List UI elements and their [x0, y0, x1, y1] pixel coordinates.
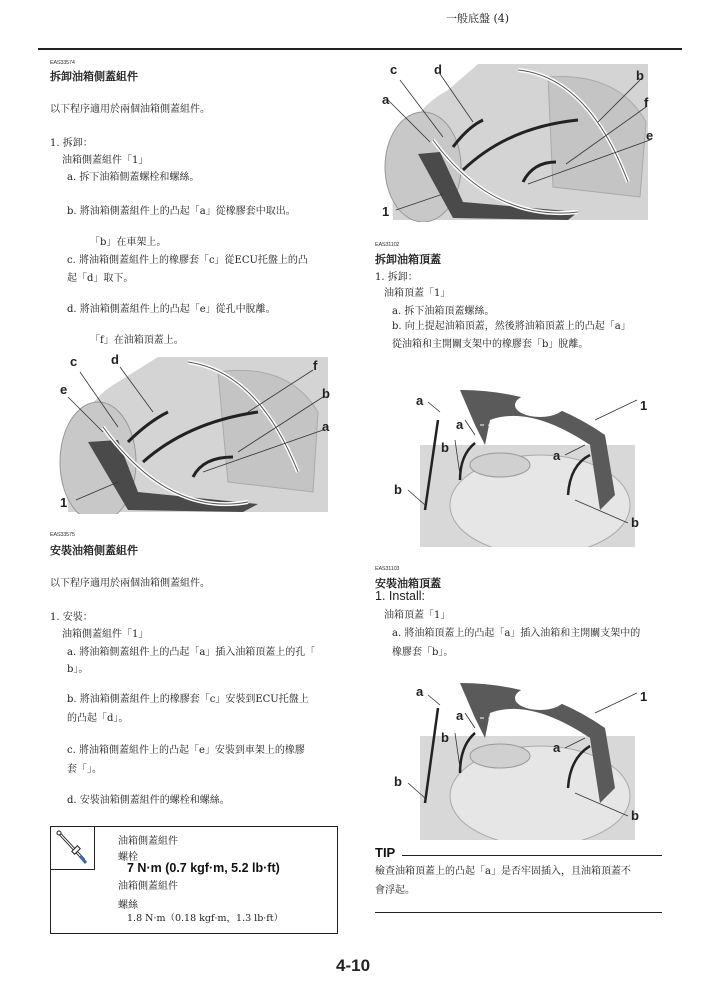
- callout-a: a: [553, 448, 561, 463]
- substep-a-line1: a. 將油箱頂蓋上的凸起「a」插入油箱和主開關支架中的: [392, 628, 641, 639]
- step-label: 1. Install:: [375, 589, 426, 603]
- callout-a: a: [416, 393, 424, 408]
- callout-a: a: [456, 417, 464, 432]
- callout-c: c: [390, 62, 398, 77]
- intro-text: 以下程序適用於兩個油箱側蓋組件。: [50, 104, 210, 115]
- fuel-tank-illustration: [390, 678, 658, 840]
- fuel-tank-illustration: [390, 385, 658, 547]
- motorcycle-illustration: [378, 62, 662, 222]
- tip-rule-bottom: [375, 912, 662, 913]
- substep-b-note: 「b」在車架上。: [90, 237, 167, 248]
- callout-b: b: [322, 386, 330, 401]
- substep-d-note: 「f」在油箱頂蓋上。: [90, 335, 184, 346]
- substep-c-line1: c. 將油箱側蓋組件上的橡膠套「c」從ECU托盤上的凸: [67, 255, 308, 266]
- callout-a: a: [456, 708, 464, 723]
- callout-d: d: [434, 62, 442, 77]
- callout-d: d: [111, 352, 119, 367]
- torque-icon-box: [50, 826, 95, 870]
- callout-1: 1: [60, 495, 68, 510]
- callout-b: b: [631, 808, 639, 823]
- callout-1: 1: [382, 204, 390, 219]
- callout-b: b: [394, 482, 402, 497]
- torque-fastener-1: 螺栓: [118, 852, 138, 863]
- substep-b-line2: 的凸起「d」。: [67, 713, 129, 724]
- callout-b: b: [394, 774, 402, 789]
- callout-a: a: [322, 419, 330, 434]
- intro-text: 以下程序適用於兩個油箱側蓋組件。: [50, 578, 210, 589]
- callout-f: f: [313, 358, 318, 373]
- callout-f: f: [644, 95, 649, 110]
- motorcycle-illustration: [58, 352, 333, 514]
- section-title: 拆卸油箱側蓋組件: [50, 70, 138, 83]
- section-code: EAS31103: [375, 566, 400, 572]
- substep-d: d. 安裝油箱側蓋組件的螺栓和螺絲。: [67, 795, 230, 806]
- callout-b: b: [636, 68, 644, 83]
- substep-c-line2: 套「」。: [67, 764, 102, 775]
- substep-a: a. 拆下油箱頂蓋螺絲。: [392, 306, 495, 317]
- substep-a-line2: 橡膠套「b」。: [392, 647, 454, 658]
- substep-c-line1: c. 將油箱側蓋組件上的凸起「e」安裝到車架上的橡膠: [67, 745, 305, 756]
- page-header-title: 一般底盤 (4): [446, 12, 510, 25]
- callout-b: b: [441, 730, 449, 745]
- callout-e: e: [60, 382, 68, 397]
- substep-d: d. 將油箱側蓋組件上的凸起「e」從孔中脫離。: [67, 304, 276, 315]
- torque-part-2: 油箱側蓋組件: [118, 881, 178, 892]
- section-code: EAS31102: [375, 242, 400, 248]
- figure-side-cover-installed: [378, 62, 662, 222]
- substep-b: b. 將油箱側蓋組件上的凸起「a」從橡膠套中取出。: [67, 206, 296, 217]
- section-code: EAS33574: [50, 60, 75, 66]
- callout-a: a: [416, 684, 424, 699]
- torque-fastener-2: 螺絲: [118, 900, 138, 911]
- substep-c-line2: 起「d」取下。: [67, 273, 134, 284]
- step-label: 1. 拆卸：: [50, 138, 93, 149]
- part-label: 油箱頂蓋「1」: [384, 288, 451, 299]
- callout-b: b: [441, 440, 449, 455]
- torque-part-1: 油箱側蓋組件: [118, 836, 178, 847]
- substep-a-line2: b」。: [67, 664, 89, 675]
- substep-b-line1: b. 向上提起油箱頂蓋，然後將油箱頂蓋上的凸起「a」: [392, 321, 631, 332]
- torque-wrench-icon: [50, 826, 94, 869]
- substep-a: a. 拆下油箱側蓋螺栓和螺絲。: [67, 172, 200, 183]
- callout-1: 1: [640, 398, 648, 413]
- section-title: 安裝油箱頂蓋: [375, 577, 441, 590]
- page-number: 4-10: [336, 956, 371, 975]
- substep-b-line1: b. 將油箱側蓋組件上的橡膠套「c」安裝到ECU托盤上: [67, 694, 309, 705]
- callout-a: a: [382, 92, 390, 107]
- step-label: 1. 拆卸：: [375, 272, 418, 283]
- section-title: 安裝油箱側蓋組件: [50, 544, 138, 557]
- tip-label: TIP: [375, 845, 396, 860]
- callout-e: e: [646, 128, 654, 143]
- callout-a: a: [553, 740, 561, 755]
- figure-top-cover-install: [390, 678, 658, 840]
- tip-text-line1: 檢查油箱頂蓋上的凸起「a」是否牢固插入，且油箱頂蓋不: [375, 866, 631, 877]
- header-divider: [38, 48, 682, 50]
- callout-b: b: [631, 515, 639, 530]
- torque-value-1: 7 N·m (0.7 kgf·m, 5.2 lb·ft): [127, 861, 280, 875]
- part-label: 油箱頂蓋「1」: [384, 610, 451, 621]
- part-label: 油箱側蓋組件「1」: [62, 155, 149, 166]
- callout-c: c: [70, 354, 78, 369]
- section-title: 拆卸油箱頂蓋: [375, 253, 441, 266]
- substep-b-line2: 從油箱和主開關支架中的橡膠套「b」脫離。: [392, 339, 589, 350]
- tip-rule-top: [402, 855, 662, 856]
- part-label: 油箱側蓋組件「1」: [62, 629, 149, 640]
- figure-side-cover-removal: [58, 352, 333, 514]
- step-label: 1. 安裝：: [50, 612, 93, 623]
- substep-a-line1: a. 將油箱側蓋組件上的凸起「a」插入油箱頂蓋上的孔「: [67, 647, 316, 658]
- torque-value-2: 1.8 N·m（0.18 kgf·m，1.3 lb·ft）: [127, 913, 284, 924]
- callout-1: 1: [640, 689, 648, 704]
- tip-text-line2: 會浮起。: [375, 885, 415, 896]
- figure-top-cover-removal: [390, 385, 658, 547]
- section-code: EAS33575: [50, 532, 75, 538]
